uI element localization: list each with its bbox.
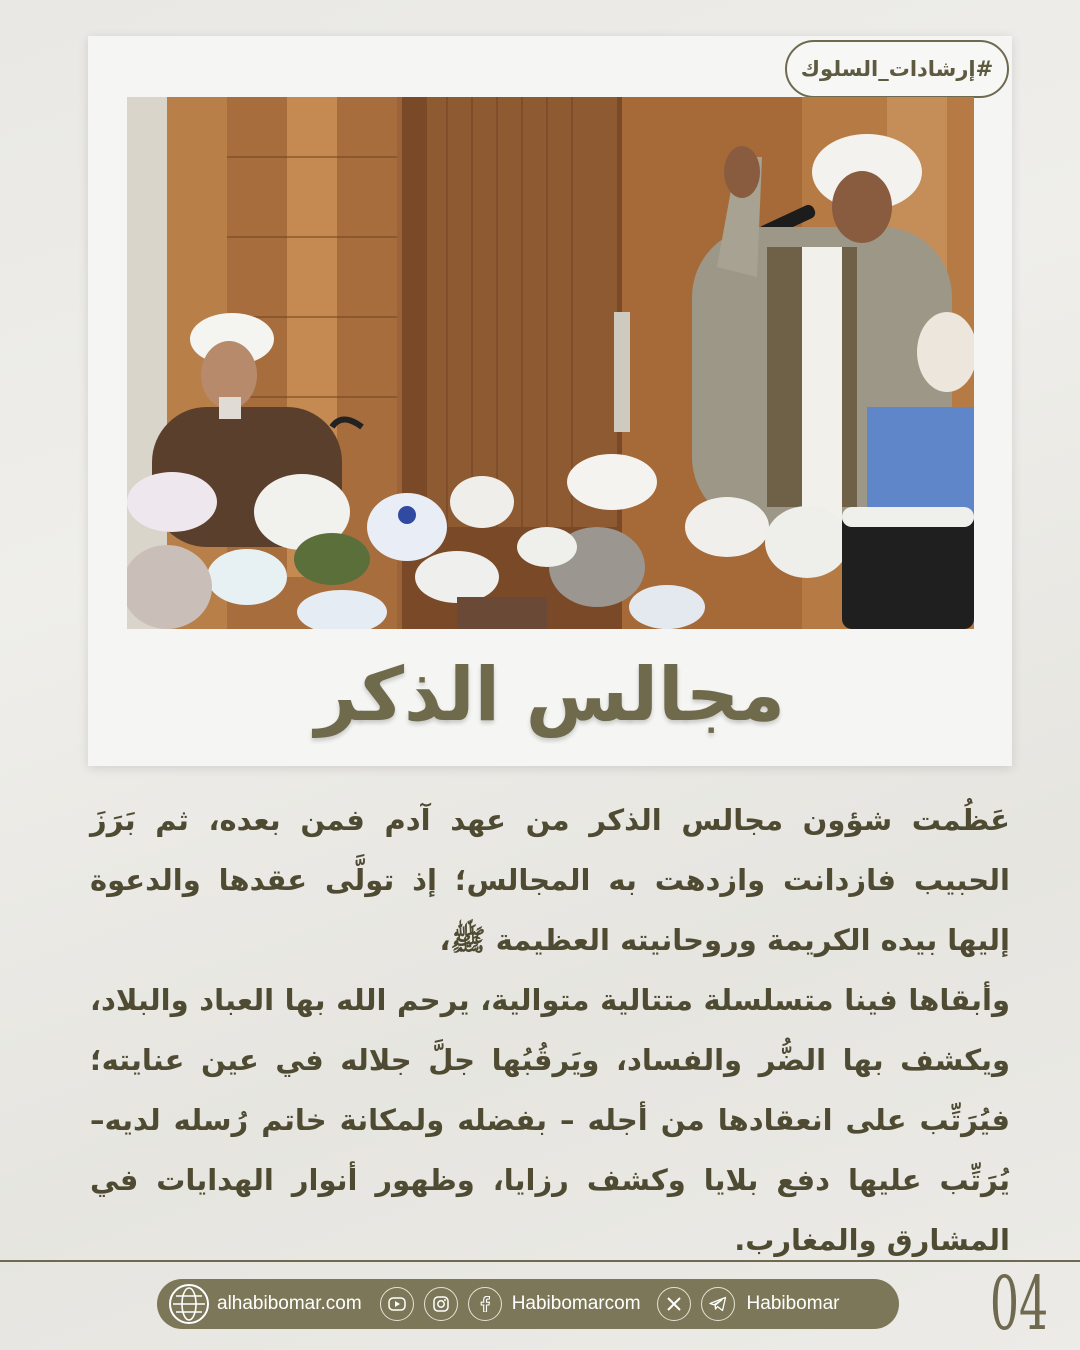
gathering-illustration [127, 97, 974, 629]
hashtag-badge [785, 40, 1009, 98]
page-title: مجالس الذكر [314, 652, 786, 738]
instagram-icon[interactable] [424, 1287, 458, 1321]
body-text [90, 790, 1010, 1270]
footer-bar [157, 1279, 899, 1329]
facebook-icon[interactable] [468, 1287, 502, 1321]
social-handle-primary[interactable]: Habibomarcom [511, 1293, 641, 1314]
youtube-icon[interactable] [380, 1287, 414, 1321]
telegram-icon[interactable] [701, 1287, 735, 1321]
paragraph: عَظُمت شؤون مجالس الذكر من عهد آدم فمن بعده، ثم بَرَزَ الحبيب فازدانت وازدهت به المجالس؛ إذ تولَّى عقدها والدعوة إليها بيده الكريمة وروحانيته العظيمة ﷺ، [90, 803, 1010, 957]
website-link[interactable]: alhabibomar.com [217, 1293, 362, 1314]
x-icon[interactable] [657, 1287, 691, 1321]
social-handle-secondary[interactable]: Habibomar [746, 1293, 840, 1314]
gathering-photo [127, 97, 974, 629]
hashtag-label: #إرشادات_السلوك [800, 57, 994, 81]
page-number: 04 [989, 1261, 1049, 1347]
footer-divider [0, 1260, 1080, 1262]
paragraph: وأبقاها فينا متسلسلة متتالية متوالية، يرحم الله بها العباد والبلاد، ويكشف بها الضُّر والفساد، ويَرقُبُها جلَّ جلاله في عين عنايته؛ فيُرَتِّب على انعقادها من أجله – بفضله ولمكانة خاتم رُسله لديه– يُرَتِّب عليها دفع بلايا وكشف رزايا، وظهور أنوار الهدايات في المشارق والمغارب. [90, 983, 1010, 1257]
globe-icon [169, 1284, 209, 1324]
